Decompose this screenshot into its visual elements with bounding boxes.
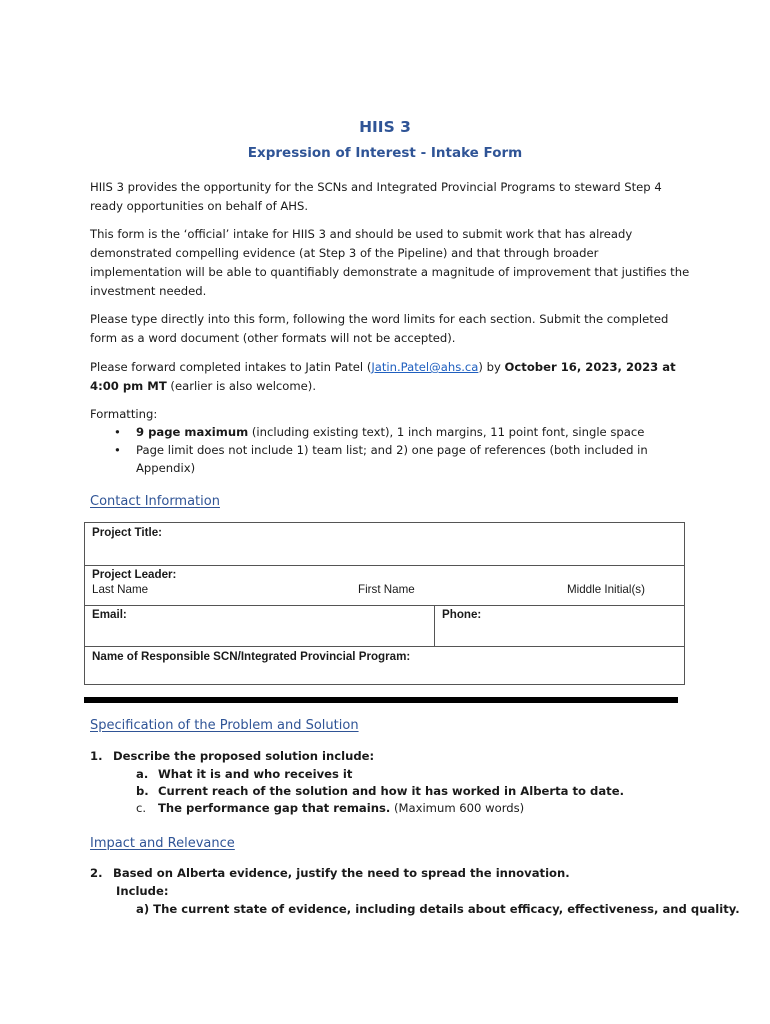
question-1 bbox=[90, 747, 375, 765]
page-limit-rest: (including existing text), 1 inch margins, 11 point font, single space bbox=[248, 425, 645, 439]
question-1c-wrap bbox=[158, 799, 524, 817]
document-subtitle: Expression of Interest - Intake Form bbox=[247, 145, 523, 161]
first-name-label: First Name bbox=[358, 583, 415, 596]
word-limit-note: (Maximum 600 words) bbox=[390, 801, 525, 815]
submit-text-mid: ) by bbox=[478, 360, 505, 374]
intro-paragraph-3: Please type directly into this form, following the word limits for each section. Submit the completed form as a word document (other formats will not be accepted). bbox=[90, 312, 669, 345]
responsible-program-label: Name of Responsible SCN/Integrated Provincial Program: bbox=[92, 650, 411, 663]
intro-paragraph-1: HIIS 3 provides the opportunity for the SCNs and Integrated Provincial Programs to steward Step 4 ready opportunities on behalf of AHS. bbox=[90, 180, 662, 213]
project-title-row[interactable] bbox=[85, 523, 684, 566]
project-leader-row[interactable] bbox=[85, 566, 684, 606]
intro-paragraph-4 bbox=[90, 358, 690, 396]
project-title-label: Project Title: bbox=[92, 526, 163, 539]
page-limit-exclusions: Page limit does not include 1) team list; and 2) one page of references (both included in Appendix) bbox=[136, 443, 648, 475]
question-1b bbox=[136, 782, 624, 800]
responsible-program-row[interactable] bbox=[85, 647, 684, 684]
submit-text-post: (earlier is also welcome). bbox=[166, 379, 317, 393]
email-label: Email: bbox=[92, 608, 127, 621]
question-2-number: 2. bbox=[90, 866, 103, 880]
intro-paragraph-2: This form is the ‘official’ intake for HIIS 3 and should be used to submit work that has already demonstrated compelling evidence (at Step 3 of the Pipeline) and that through broader implementation will be able to quantifiably demonstrate a magnitude of improvement that justifies the investment needed. bbox=[90, 227, 690, 298]
include-label: Include: bbox=[116, 884, 169, 898]
question-1c bbox=[136, 799, 525, 817]
item-letter: b. bbox=[136, 784, 149, 798]
column-divider bbox=[434, 606, 435, 646]
question-1a-text: What it is and who receives it bbox=[158, 767, 353, 781]
bullet-icon: • bbox=[114, 443, 121, 457]
phone-label: Phone: bbox=[442, 608, 482, 621]
question-2-text: Based on Alberta evidence, justify the need to spread the innovation. bbox=[113, 866, 570, 880]
contact-form-table bbox=[84, 522, 685, 685]
bullet-icon: • bbox=[114, 425, 121, 439]
deadline-text: October 16, 2023, 2023 at 4:00 pm MT bbox=[90, 360, 676, 393]
bullet-item bbox=[90, 441, 690, 477]
formatting-label: Formatting: bbox=[90, 407, 158, 421]
email-link[interactable]: Jatin.Patel@ahs.ca bbox=[371, 360, 479, 374]
last-name-label: Last Name bbox=[92, 583, 149, 596]
middle-initial-label: Middle Initial(s) bbox=[567, 583, 645, 596]
formatting-section bbox=[90, 405, 690, 477]
spec-heading: Specification of the Problem and Solution bbox=[90, 718, 359, 733]
question-1b-text: Current reach of the solution and how it has worked in Alberta to date. bbox=[158, 784, 624, 798]
question-1c-text: The performance gap that remains. bbox=[158, 801, 391, 815]
section-divider bbox=[84, 697, 678, 703]
document-title: HIIS 3 bbox=[359, 118, 411, 136]
item-letter: c. bbox=[136, 801, 147, 815]
question-2a: a) The current state of evidence, including details about efficacy, effectiveness, and quality. bbox=[136, 902, 740, 916]
impact-heading: Impact and Relevance bbox=[90, 836, 235, 851]
question-1-number: 1. bbox=[90, 749, 103, 763]
bullet-item bbox=[90, 423, 690, 441]
item-letter: a. bbox=[136, 767, 149, 781]
question-1-text: Describe the proposed solution include: bbox=[113, 749, 375, 763]
email-phone-row bbox=[85, 606, 684, 647]
question-2 bbox=[90, 864, 570, 882]
question-1a bbox=[136, 765, 353, 783]
contact-heading: Contact Information bbox=[90, 494, 220, 509]
project-leader-label: Project Leader: bbox=[92, 568, 177, 581]
submit-text-pre: Please forward completed intakes to Jatin Patel ( bbox=[90, 360, 372, 374]
page-limit-bold: 9 page maximum bbox=[136, 425, 249, 439]
